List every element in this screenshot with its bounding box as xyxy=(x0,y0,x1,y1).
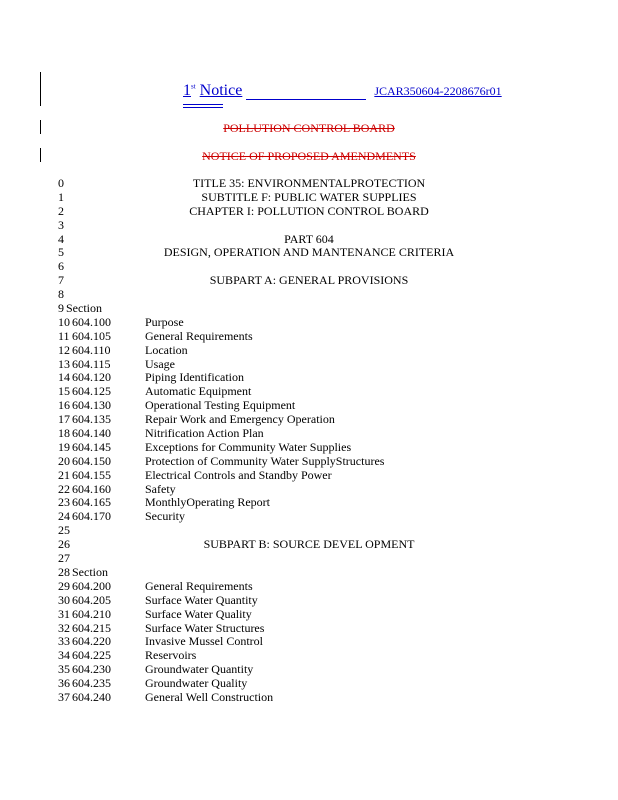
change-bar xyxy=(40,72,41,106)
section-title: Usage xyxy=(145,356,175,371)
section-number: 604.125 xyxy=(72,384,111,399)
section-number: 604.115 xyxy=(72,356,111,371)
section-number: 604.160 xyxy=(72,481,111,496)
section-title: Groundwater Quality xyxy=(145,676,248,691)
struck-notice-heading: NOTICE OF PROPOSED AMENDMENTS xyxy=(202,149,416,163)
line-row xyxy=(0,580,618,594)
line-number: 15 xyxy=(58,384,70,399)
section-number: 604.140 xyxy=(72,426,111,441)
section-title: Groundwater Quantity xyxy=(145,662,254,677)
line-number: 23 xyxy=(58,495,70,510)
section-title: Invasive Mussel Control xyxy=(145,634,263,649)
line-number: 10 xyxy=(58,314,70,329)
reference-code: JCAR350604-2208676r01 xyxy=(374,84,502,98)
line-row xyxy=(0,302,618,316)
line-number: 0 xyxy=(58,176,64,190)
line-row xyxy=(0,344,618,358)
section-number: 604.110 xyxy=(72,342,111,357)
line-row xyxy=(0,483,618,497)
line-number: 22 xyxy=(58,481,70,496)
section-number: 604.155 xyxy=(72,467,111,482)
line-number: 32 xyxy=(58,620,70,635)
line-number: 34 xyxy=(58,648,70,663)
line-row xyxy=(0,330,618,344)
line-number: 24 xyxy=(58,509,70,524)
heading-text: SUBPART B: SOURCE DEVEL OPMENT xyxy=(203,537,415,552)
heading-text: SUBTITLE F: PUBLIC WATER SUPPLIES xyxy=(201,189,417,204)
line-row xyxy=(0,288,618,302)
section-number: 604.205 xyxy=(72,592,111,607)
line-number: 30 xyxy=(58,592,70,607)
line-number: 11 xyxy=(58,328,70,343)
line-row xyxy=(0,233,618,247)
line-row xyxy=(0,566,618,580)
struck-board-heading: POLLUTION CONTROL BOARD xyxy=(223,121,395,135)
section-title: MonthlyOperating Report xyxy=(145,495,270,510)
line-number: 18 xyxy=(58,426,70,441)
line-number: 3 xyxy=(58,217,64,232)
section-title: Surface Water Structures xyxy=(145,620,265,635)
line-row xyxy=(0,635,618,649)
line-number: 31 xyxy=(58,606,70,621)
line-number: 33 xyxy=(58,634,70,649)
line-row xyxy=(0,677,618,691)
line-row xyxy=(0,413,618,427)
line-row xyxy=(0,663,618,677)
section-title: Repair Work and Emergency Operation xyxy=(145,412,335,427)
line-row xyxy=(0,205,618,219)
line-row xyxy=(0,608,618,622)
section-number: 604.200 xyxy=(72,578,111,593)
section-number: 604.215 xyxy=(72,620,111,635)
notice-number: 1 xyxy=(183,82,191,99)
section-number: 604.165 xyxy=(72,495,111,510)
line-number: 28 xyxy=(58,564,70,579)
line-number: 36 xyxy=(58,676,70,691)
line-number: 35 xyxy=(58,662,70,677)
section-number: 604.235 xyxy=(72,676,111,691)
section-number: 604.130 xyxy=(72,398,111,413)
line-row xyxy=(0,177,618,191)
heading-text: SUBPART A: GENERAL PROVISIONS xyxy=(209,273,409,288)
line-number: 19 xyxy=(58,439,70,454)
line-row xyxy=(0,510,618,524)
line-number: 25 xyxy=(58,523,70,538)
notice-superscript: st xyxy=(191,82,196,91)
section-title: Protection of Community Water SupplyStructures xyxy=(145,453,385,468)
line-row xyxy=(0,552,618,566)
line-number: 20 xyxy=(58,453,70,468)
heading-text: CHAPTER I: POLLUTION CONTROL BOARD xyxy=(189,203,429,218)
line-row xyxy=(0,524,618,538)
line-row xyxy=(0,316,618,330)
line-number: 13 xyxy=(58,356,70,371)
section-number: 604.225 xyxy=(72,648,111,663)
line-number: 26 xyxy=(58,537,70,552)
line-number: 37 xyxy=(58,689,70,704)
section-number: 604.230 xyxy=(72,662,111,677)
line-number: 1 xyxy=(58,189,64,204)
section-title: Safety xyxy=(145,481,176,496)
line-number: 8 xyxy=(58,287,64,302)
section-title: Surface Water Quality xyxy=(145,606,252,621)
notice-header xyxy=(183,82,502,102)
line-row xyxy=(0,371,618,385)
section-title: General Well Construction xyxy=(145,689,274,704)
line-row xyxy=(0,246,618,260)
section-number: 604.240 xyxy=(72,689,111,704)
line-row xyxy=(0,496,618,510)
line-row xyxy=(0,538,618,552)
line-number: 21 xyxy=(58,467,70,482)
line-row xyxy=(0,219,618,233)
line-number: 9 xyxy=(58,301,64,316)
section-title: Electrical Controls and Standby Power xyxy=(145,467,332,482)
section-number: 604.135 xyxy=(72,412,111,427)
notice-title: Notice xyxy=(199,82,243,99)
line-row xyxy=(0,191,618,205)
section-title: Security xyxy=(145,509,185,524)
section-label: Section xyxy=(72,564,108,579)
line-row xyxy=(0,385,618,399)
section-number: 604.100 xyxy=(72,314,111,329)
section-title: General Requirements xyxy=(145,578,253,593)
section-title: General Requirements xyxy=(145,328,253,343)
section-title: Nitrification Action Plan xyxy=(145,426,264,441)
section-title: Piping Identification xyxy=(145,370,244,385)
section-number: 604.150 xyxy=(72,453,111,468)
line-number: 2 xyxy=(58,203,64,218)
section-number: 604.220 xyxy=(72,634,111,649)
numbered-lines xyxy=(0,177,618,705)
line-number: 16 xyxy=(58,398,70,413)
section-title: Location xyxy=(145,342,188,357)
line-number: 7 xyxy=(58,273,64,288)
section-label: Section xyxy=(66,301,102,316)
line-number: 6 xyxy=(58,259,64,274)
line-row xyxy=(0,469,618,483)
notice-underline xyxy=(246,85,366,100)
line-number: 27 xyxy=(58,551,70,566)
section-number: 604.210 xyxy=(72,606,111,621)
line-row xyxy=(0,274,618,288)
section-number: 604.105 xyxy=(72,328,111,343)
line-row xyxy=(0,358,618,372)
line-row xyxy=(0,427,618,441)
line-number: 5 xyxy=(58,245,64,260)
section-number: 604.170 xyxy=(72,509,111,524)
heading-text: DESIGN, OPERATION AND MANTENANCE CRITERIA xyxy=(163,245,455,260)
section-title: Exceptions for Community Water Supplies xyxy=(145,439,352,454)
heading-text: TITLE 35: ENVIRONMENTALPROTECTION xyxy=(192,176,426,190)
double-underline xyxy=(183,104,223,108)
line-row xyxy=(0,260,618,274)
line-row xyxy=(0,441,618,455)
line-number: 14 xyxy=(58,370,70,385)
line-number: 29 xyxy=(58,578,70,593)
line-row xyxy=(0,691,618,705)
section-title: Automatic Equipment xyxy=(145,384,252,399)
line-row xyxy=(0,399,618,413)
line-row xyxy=(0,594,618,608)
section-title: Surface Water Quantity xyxy=(145,592,258,607)
line-row xyxy=(0,455,618,469)
section-title: Purpose xyxy=(145,314,184,329)
line-row xyxy=(0,622,618,636)
section-title: Reservoirs xyxy=(145,648,197,663)
section-number: 604.120 xyxy=(72,370,111,385)
line-number: 17 xyxy=(58,412,70,427)
line-number: 12 xyxy=(58,342,70,357)
section-number: 604.145 xyxy=(72,439,111,454)
heading-text: PART 604 xyxy=(284,231,334,246)
section-title: Operational Testing Equipment xyxy=(145,398,296,413)
line-number: 4 xyxy=(58,231,64,246)
line-row xyxy=(0,649,618,663)
